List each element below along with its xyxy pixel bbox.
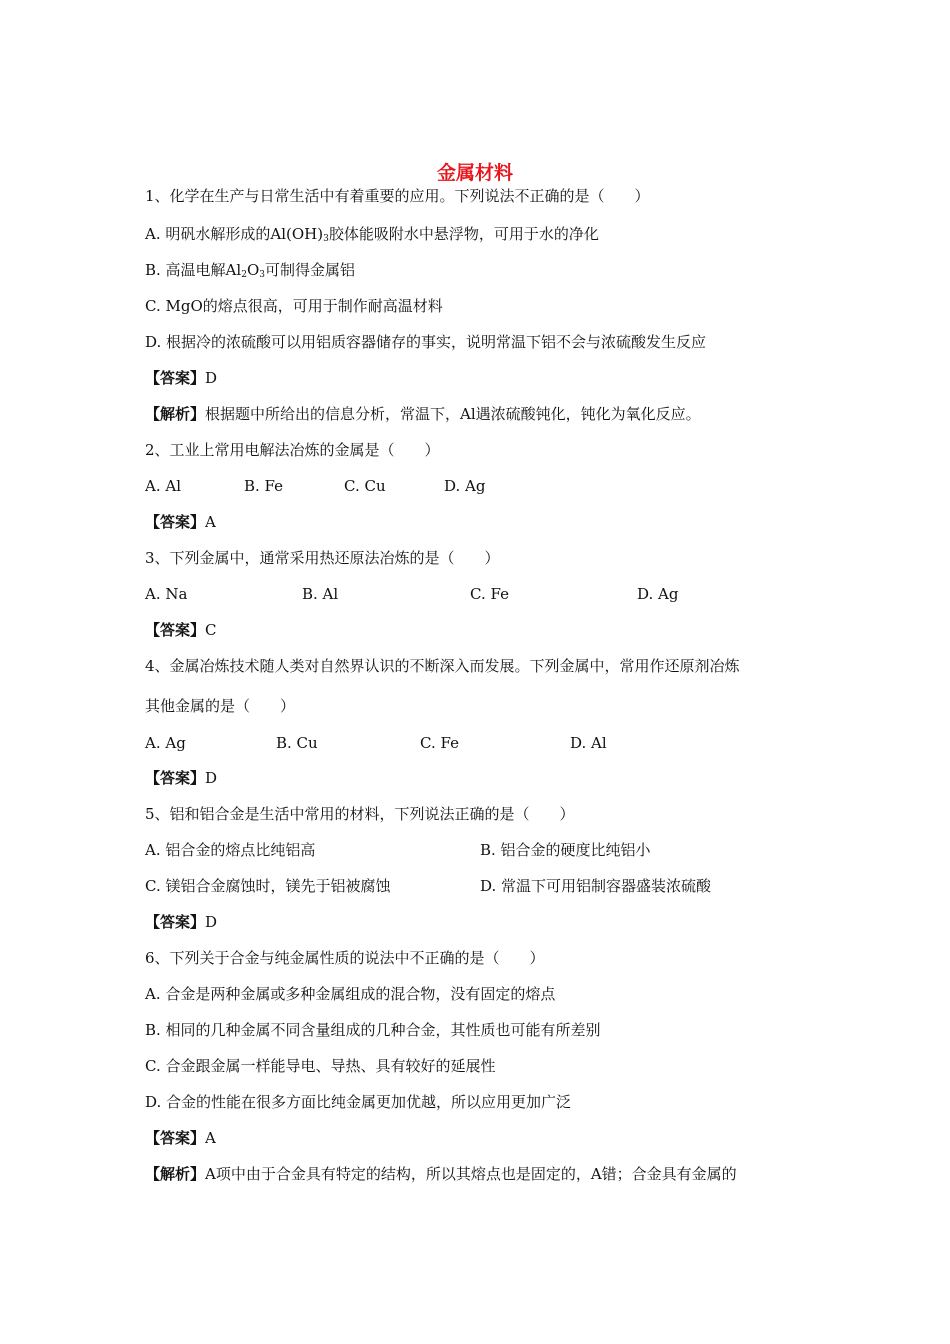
answer-value: D — [205, 369, 218, 387]
q4-option-a: A. Ag — [145, 734, 186, 752]
q5-option-c: C. 镁铝合金腐蚀时，镁先于铝被腐蚀 — [145, 877, 391, 895]
q1-option-b — [145, 258, 825, 282]
subscript: 3 — [323, 234, 329, 244]
q2-stem: 2、工业上常用电解法冶炼的金属是（ ） — [145, 441, 440, 459]
subscript: 3 — [259, 270, 265, 280]
q3-stem: 3、下列金属中，通常采用热还原法冶炼的是（ ） — [145, 549, 500, 567]
q6-option-b: B. 相同的几种金属不同含量组成的几种合金，其性质也可能有所差别 — [145, 1021, 601, 1039]
answer-tag: 【答案】 — [145, 369, 206, 387]
page-title: 金属材料 — [436, 162, 513, 184]
q6-stem: 6、下列关于合金与纯金属性质的说法中不正确的是（ ） — [145, 949, 545, 967]
q4-option-b: B. Cu — [276, 734, 318, 752]
q1-option-b-text: B. 高温电解Al — [145, 261, 242, 279]
q5-stem: 5、铝和铝合金是生活中常用的材料，下列说法正确的是（ ） — [145, 805, 575, 823]
answer-tag: 【答案】 — [145, 1129, 206, 1147]
q1-option-a-text: A. 明矾水解形成的Al(OH) — [145, 225, 324, 243]
q3-option-b: B. Al — [302, 585, 339, 603]
q2-option-c: C. Cu — [344, 477, 386, 495]
q5-option-a: A. 铝合金的熔点比纯铝高 — [145, 841, 316, 859]
q4-option-d: D. Al — [570, 734, 607, 752]
q1-option-b-text-rest: 可制得金属铝 — [264, 261, 355, 279]
q3-option-d: D. Ag — [637, 585, 679, 603]
q1-option-a — [145, 222, 825, 246]
q4-stem-line-2: 其他金属的是（ ） — [145, 697, 296, 715]
answer-value: D — [205, 769, 218, 787]
q1-option-d: D. 根据冷的浓硫酸可以用铝质容器储存的事实，说明常温下铝不会与浓硫酸发生反应 — [145, 333, 707, 351]
analysis-text: 根据题中所给出的信息分析，常温下，Al遇浓硫酸钝化，钝化为氧化反应。 — [205, 405, 701, 423]
q6-answer — [145, 1126, 825, 1150]
q1-option-b-formula: O — [246, 261, 260, 279]
answer-value: A — [205, 513, 216, 531]
q6-option-c: C. 合金跟金属一样能导电、导热、具有较好的延展性 — [145, 1057, 496, 1075]
answer-value: C — [205, 621, 217, 639]
q6-option-d: D. 合金的性能在很多方面比纯金属更加优越，所以应用更加广泛 — [145, 1093, 572, 1111]
q4-stem-line-1: 4、金属冶炼技术随人类对自然界认识的不断深入而发展。下列金属中，常用作还原剂冶炼 — [145, 657, 740, 675]
q3-option-c: C. Fe — [470, 585, 509, 603]
answer-tag: 【答案】 — [145, 913, 206, 931]
q2-option-a: A. Al — [145, 477, 181, 495]
answer-tag: 【答案】 — [145, 769, 206, 787]
analysis-text: A项中由于合金具有特定的结构，所以其熔点也是固定的，A错；合金具有金属的 — [205, 1165, 737, 1183]
q1-option-c: C. MgO的熔点很高，可用于制作耐高温材料 — [145, 297, 443, 315]
q1-stem: 1、化学在生产与日常生活中有着重要的应用。下列说法不正确的是（ ） — [145, 187, 650, 205]
q5-answer — [145, 910, 825, 934]
q5-option-b: B. 铝合金的硬度比纯铝小 — [480, 841, 651, 859]
answer-value: A — [205, 1129, 216, 1147]
q3-option-a: A. Na — [145, 585, 188, 603]
q4-option-c: C. Fe — [420, 734, 459, 752]
q1-answer — [145, 366, 825, 390]
q6-option-a: A. 合金是两种金属或多种金属组成的混合物，没有固定的熔点 — [145, 985, 556, 1003]
q1-option-a-text-rest: 胶体能吸附水中悬浮物，可用于水的净化 — [328, 225, 599, 243]
subscript: 2 — [241, 270, 247, 280]
q3-answer — [145, 618, 825, 642]
q5-option-d: D. 常温下可用铝制容器盛装浓硫酸 — [480, 877, 712, 895]
answer-tag: 【答案】 — [145, 513, 206, 531]
q6-analysis — [145, 1162, 825, 1186]
q1-analysis — [145, 402, 825, 426]
q2-option-b: B. Fe — [244, 477, 284, 495]
analysis-tag: 【解析】 — [145, 1165, 206, 1183]
answer-tag: 【答案】 — [145, 621, 206, 639]
q4-answer — [145, 766, 825, 790]
analysis-tag: 【解析】 — [145, 405, 206, 423]
q2-answer — [145, 510, 825, 534]
q2-option-d: D. Ag — [444, 477, 486, 495]
answer-value: D — [205, 913, 218, 931]
